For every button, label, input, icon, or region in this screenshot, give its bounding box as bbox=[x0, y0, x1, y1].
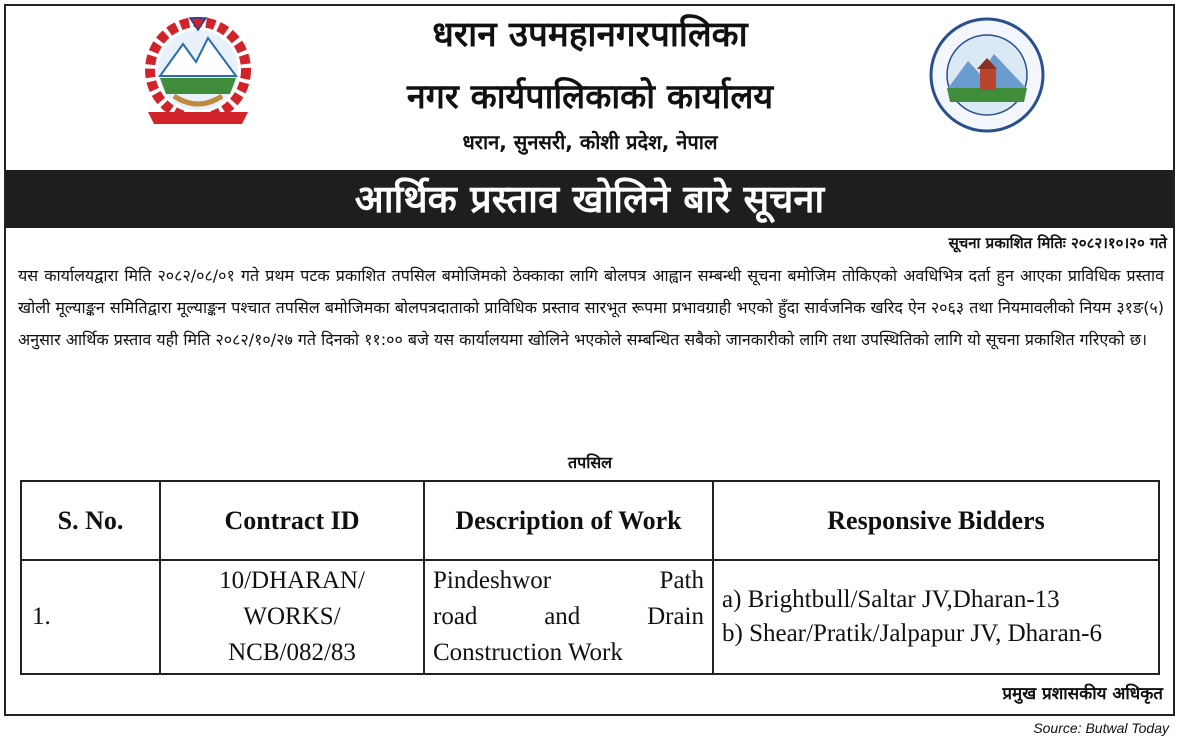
dharan-seal-icon bbox=[928, 16, 1046, 134]
description-line: Construction Work bbox=[433, 639, 623, 666]
header-description: Description of Work bbox=[424, 481, 713, 560]
table-row bbox=[21, 560, 1159, 674]
cell-sno: 1. bbox=[21, 560, 160, 674]
notice-banner: आर्थिक प्रस्ताव खोलिने बारे सूचना bbox=[6, 170, 1173, 228]
signature-title: प्रमुख प्रशासकीय अधिकृत bbox=[1002, 684, 1163, 704]
published-date: सूचना प्रकाशित मितिः २०८२।१०।२० गते bbox=[948, 234, 1167, 252]
cell-bidders bbox=[713, 560, 1159, 674]
cell-description bbox=[424, 560, 713, 674]
office-address: धरान, सुनसरी, कोशी प्रदेश, नेपाल bbox=[462, 130, 718, 154]
contract-id-line: 10/DHARAN/ bbox=[219, 567, 365, 594]
schedule-label: तपसिल bbox=[567, 453, 613, 472]
contract-table bbox=[20, 480, 1160, 675]
description-line: Pindeshwor Path bbox=[433, 567, 704, 594]
contract-id-line: NCB/082/83 bbox=[228, 639, 356, 666]
table-header-row bbox=[21, 481, 1159, 560]
bidder-item: a) Brightbull/Saltar JV,Dharan-13 bbox=[722, 586, 1060, 613]
office-title: धरान उपमहानगरपालिका bbox=[432, 15, 748, 55]
bidder-item: b) Shear/Pratik/Jalpapur JV, Dharan-6 bbox=[722, 620, 1103, 647]
header-sno: S. No. bbox=[21, 481, 160, 560]
nepal-emblem-icon bbox=[138, 16, 258, 128]
notice-header bbox=[0, 0, 1181, 170]
notice-body: यस कार्यालयद्वारा मिति २०८२/०८/०१ गते प्रथम पटक प्रकाशित तपसिल बमोजिमको ठेक्काका लागि बोलपत्र आह्वान सम्बन्धी सूचना बमोजिम तोकिएको अवधिभित्र दर्ता हुन आएका प्राविधिक प्रस्ताव खोली मूल्याङ्कन समितिद्वारा मूल्याङ्कन पश्चात तपसिल बमोजिमका बोलपत्रदाताको प्राविधिक प्रस्ताव सारभूत रूपमा प्रभावग्राही भएको हुँदा सार्वजनिक खरिद ऐन २०६३ तथा नियमावलीको नियम ३१ङ(५) अनुसार आर्थिक प्रस्ताव यही मिति २०८२/१०/२७ गते दिनको ११:०० बजे यस कार्यालयमा खोलिने भएकोले सम्बन्धित सबैको जानकारीको लागि तथा उपस्थितिको लागि यो सूचना प्रकाशित गरिएको छ। bbox=[18, 266, 1164, 349]
source-credit: Source: Butwal Today bbox=[1033, 720, 1169, 736]
contract-id-line: WORKS/ bbox=[243, 603, 341, 630]
header-contract-id: Contract ID bbox=[160, 481, 424, 560]
header-bidders: Responsive Bidders bbox=[713, 481, 1159, 560]
office-subtitle: नगर कार्यपालिकाको कार्यालय bbox=[406, 77, 774, 117]
cell-contract-id bbox=[160, 560, 424, 674]
description-line: road and Drain bbox=[433, 603, 704, 630]
